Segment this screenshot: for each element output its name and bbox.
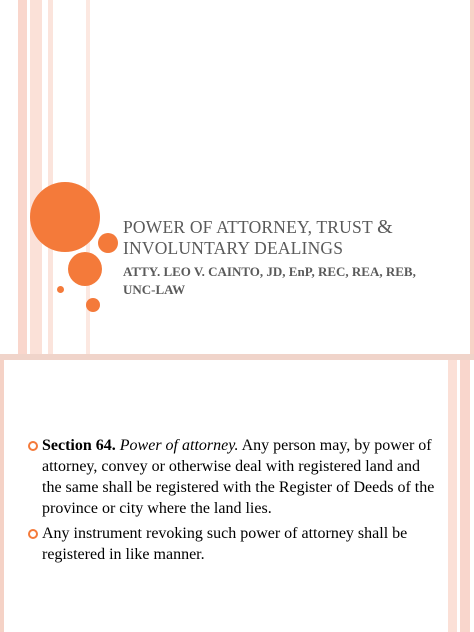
decorative-circle-small <box>98 233 118 253</box>
decorative-stripe <box>18 0 27 358</box>
slide-subtitle <box>123 263 468 299</box>
decorative-edge <box>470 0 474 358</box>
decorative-circle-large <box>30 182 100 252</box>
subtitle-line-2: UNC-LAW <box>123 282 186 297</box>
section-number: Section 64. <box>42 437 116 454</box>
title-ampersand: & <box>377 216 393 238</box>
slide-title <box>123 217 468 259</box>
decorative-stripe <box>30 0 42 358</box>
decorative-edge <box>0 360 4 632</box>
ring-bullet-icon <box>28 441 38 451</box>
title-line-2: INVOLUNTARY DEALINGS <box>123 238 344 258</box>
bullet-text: Any instrument revoking such power of attorney shall be registered in like manner. <box>42 525 408 563</box>
subtitle-line-1: ATTY. LEO V. CAINTO, JD, EnP, REC, REA, REB, <box>123 264 416 279</box>
decorative-circle-medium <box>68 252 102 286</box>
content-slide <box>0 360 474 632</box>
decorative-circle-tiny <box>57 286 64 293</box>
section-text: Any person may, by power of attorney, convey or otherwise deal with registered land and the same shall be registered with the Register of Deeds of the province or city where the land lies. <box>42 437 435 517</box>
list-item <box>28 523 438 565</box>
list-item <box>28 435 438 519</box>
decorative-circle-small <box>86 298 100 312</box>
ring-bullet-icon <box>28 529 38 539</box>
decorative-stripe <box>460 360 470 632</box>
decorative-stripe <box>448 360 457 632</box>
bullet-list <box>28 435 438 569</box>
decorative-stripe <box>48 0 53 358</box>
title-line-1: POWER OF ATTORNEY, TRUST <box>123 217 373 237</box>
section-heading: Power of attorney. <box>119 437 239 454</box>
